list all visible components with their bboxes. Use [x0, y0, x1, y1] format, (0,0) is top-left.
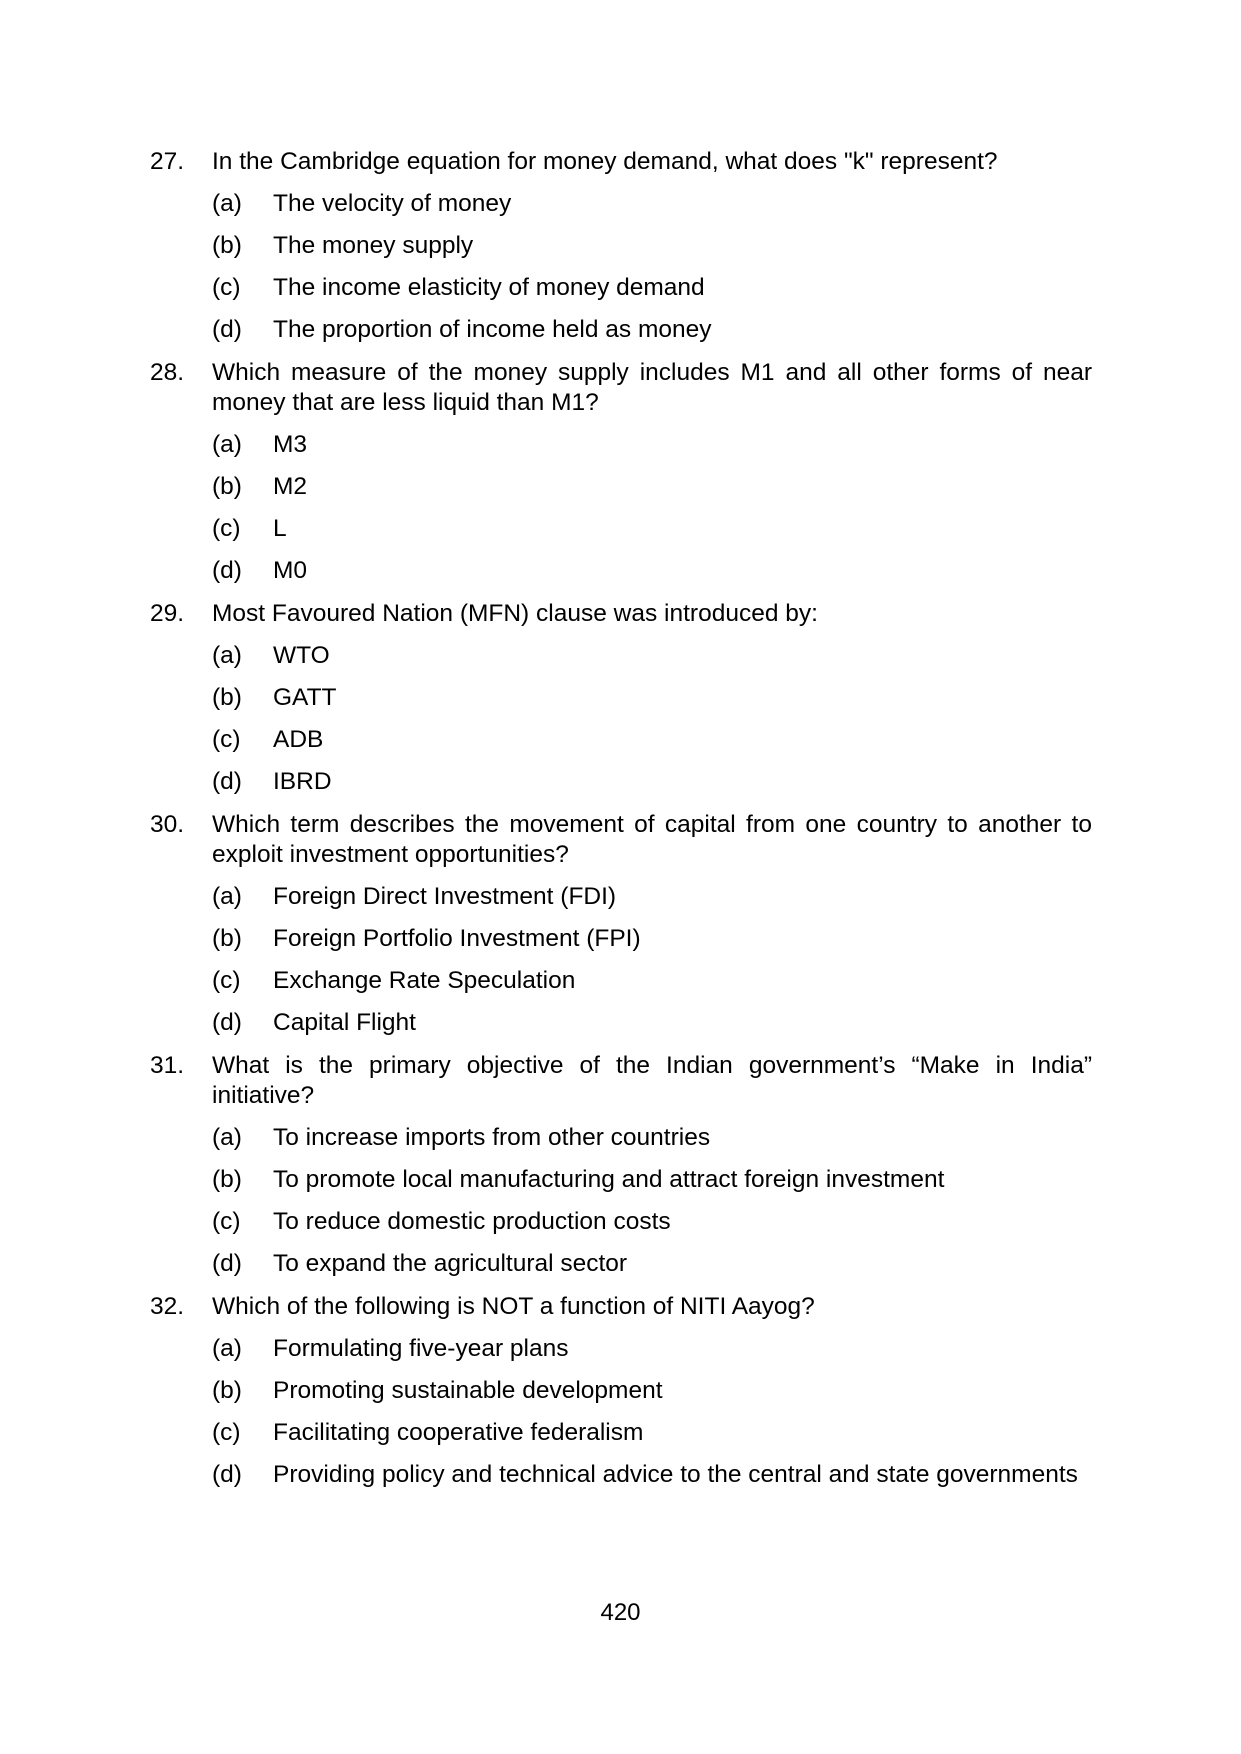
option-marker: (c) [212, 1419, 241, 1446]
question-block-32 [150, 1292, 1092, 1490]
question-number: 32. [150, 1293, 185, 1320]
question-text: Which of the following is NOT a function of NITI Aayog? [212, 1293, 815, 1320]
option-row [212, 924, 1092, 954]
option-row [212, 273, 1092, 303]
option-marker: (a) [212, 642, 242, 669]
option-row [212, 1249, 1092, 1279]
question-number: 28. [150, 359, 185, 386]
option-marker: (d) [212, 768, 242, 795]
option-text: Foreign Direct Investment (FDI) [273, 883, 617, 910]
question-block-29 [150, 599, 1092, 797]
option-marker: (a) [212, 431, 242, 458]
option-row [212, 725, 1092, 755]
question-number: 29. [150, 600, 185, 627]
option-marker: (c) [212, 967, 241, 994]
option-text: To reduce domestic production costs [273, 1208, 671, 1235]
option-marker: (d) [212, 1009, 242, 1036]
option-row [212, 882, 1092, 912]
option-marker: (d) [212, 316, 242, 343]
question-body [212, 1051, 1092, 1279]
option-text: To expand the agricultural sector [273, 1250, 628, 1277]
option-marker: (c) [212, 1208, 241, 1235]
option-row [212, 1460, 1092, 1490]
question-text: Most Favoured Nation (MFN) clause was introduced by: [212, 600, 818, 627]
option-marker: (b) [212, 473, 242, 500]
question-number: 27. [150, 148, 185, 175]
option-row [212, 1207, 1092, 1237]
option-text: The money supply [273, 232, 474, 259]
option-row [212, 1418, 1092, 1448]
option-row [212, 1376, 1092, 1406]
option-row [212, 315, 1092, 345]
option-row [212, 966, 1092, 996]
option-text: Providing policy and technical advice to the central and state governments [273, 1461, 1078, 1488]
questions-list [150, 134, 1092, 1490]
option-text: IBRD [273, 768, 332, 795]
option-text: To increase imports from other countries [273, 1124, 711, 1151]
option-marker: (d) [212, 1461, 242, 1488]
option-marker: (c) [212, 515, 241, 542]
option-marker: (b) [212, 1166, 242, 1193]
question-body [212, 1292, 1092, 1490]
question-body [212, 810, 1092, 1038]
question-number: 30. [150, 811, 185, 838]
option-text: Exchange Rate Speculation [273, 967, 576, 994]
page-number: 420 [600, 1599, 641, 1626]
option-row [212, 1334, 1092, 1364]
option-text: Formulating five-year plans [273, 1335, 569, 1362]
option-text: Capital Flight [273, 1009, 416, 1036]
option-marker: (a) [212, 190, 242, 217]
question-body [212, 147, 1092, 345]
option-row [212, 641, 1092, 671]
option-text: To promote local manufacturing and attract foreign investment [273, 1166, 945, 1193]
question-text: Which measure of the money supply includes M1 and all other forms of near money that are less liquid than M1? [212, 359, 1092, 416]
question-block-30 [150, 810, 1092, 1038]
question-block-27 [150, 147, 1092, 345]
option-text: WTO [273, 642, 330, 669]
option-text: Facilitating cooperative federalism [273, 1419, 644, 1446]
option-row [212, 1008, 1092, 1038]
option-marker: (b) [212, 925, 242, 952]
option-marker: (a) [212, 1124, 242, 1151]
question-block-31 [150, 1051, 1092, 1279]
question-text: In the Cambridge equation for money demand, what does "k" represent? [212, 148, 998, 175]
option-marker: (c) [212, 274, 241, 301]
question-body [212, 599, 1092, 797]
option-row [212, 556, 1092, 586]
option-text: Promoting sustainable development [273, 1377, 663, 1404]
option-text: Foreign Portfolio Investment (FPI) [273, 925, 641, 952]
option-marker: (c) [212, 726, 241, 753]
option-text: ADB [273, 726, 324, 753]
question-text: Which term describes the movement of capital from one country to another to exploit investment opportunities? [212, 811, 1092, 868]
option-row [212, 767, 1092, 797]
option-marker: (b) [212, 1377, 242, 1404]
option-row [212, 231, 1092, 261]
option-row [212, 472, 1092, 502]
question-body [212, 358, 1092, 586]
option-row [212, 189, 1092, 219]
option-row [212, 430, 1092, 460]
option-marker: (d) [212, 557, 242, 584]
option-text: M2 [273, 473, 308, 500]
option-marker: (a) [212, 1335, 242, 1362]
option-text: GATT [273, 684, 337, 711]
option-row [212, 514, 1092, 544]
option-text: M0 [273, 557, 308, 584]
option-marker: (d) [212, 1250, 242, 1277]
option-marker: (b) [212, 684, 242, 711]
question-number: 31. [150, 1052, 185, 1079]
option-text: The velocity of money [273, 190, 512, 217]
option-text: M3 [273, 431, 308, 458]
question-text: What is the primary objective of the Indian government’s “Make in India” initiative? [212, 1052, 1092, 1109]
option-text: The income elasticity of money demand [273, 274, 705, 301]
option-row [212, 683, 1092, 713]
option-text: L [273, 515, 287, 542]
option-marker: (b) [212, 232, 242, 259]
option-row [212, 1123, 1092, 1153]
option-row [212, 1165, 1092, 1195]
option-text: The proportion of income held as money [273, 316, 712, 343]
option-marker: (a) [212, 883, 242, 910]
question-block-28 [150, 358, 1092, 586]
